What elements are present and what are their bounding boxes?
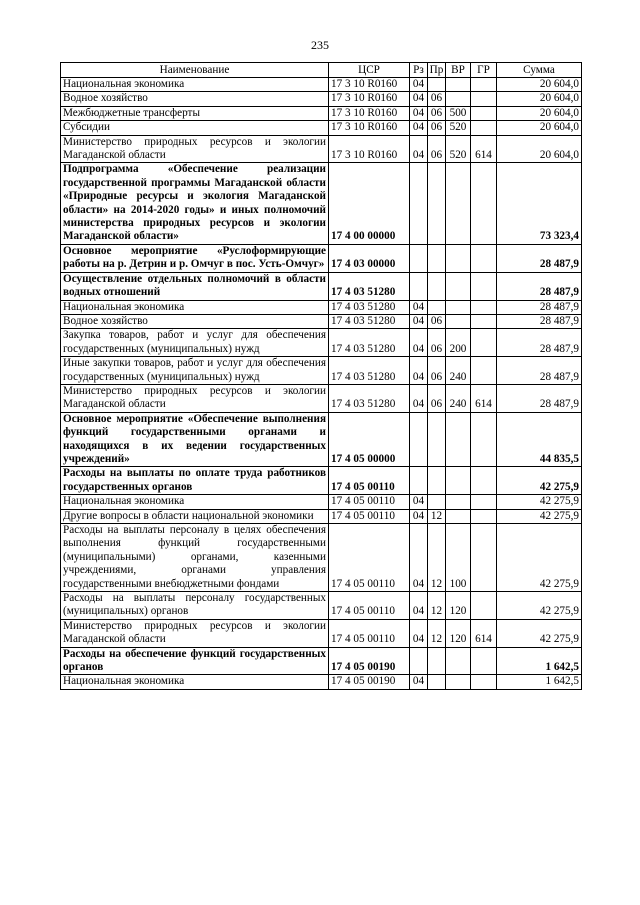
- row-gr-cell: [471, 647, 497, 675]
- row-rz-cell: [410, 163, 428, 244]
- row-csr-cell: 17 4 05 00110: [329, 467, 410, 495]
- row-rz-cell: 04: [410, 135, 428, 163]
- row-csr-cell: 17 4 03 00000: [329, 244, 410, 272]
- row-vr-cell: [446, 647, 471, 675]
- row-name-cell: Министерство природных ресурсов и экологии Магаданской области: [61, 135, 329, 163]
- header-rz: Рз: [410, 63, 428, 78]
- row-pr-cell: [428, 647, 446, 675]
- table-row: [61, 509, 582, 523]
- row-vr-cell: 200: [446, 329, 471, 357]
- row-pr-cell: [428, 467, 446, 495]
- row-pr-cell: 12: [428, 509, 446, 523]
- table-row: [61, 412, 582, 467]
- row-rz-cell: 04: [410, 509, 428, 523]
- row-vr-cell: 240: [446, 357, 471, 385]
- row-vr-cell: [446, 163, 471, 244]
- row-rz-cell: [410, 467, 428, 495]
- row-gr-cell: [471, 495, 497, 509]
- row-csr-cell: 17 4 03 51280: [329, 384, 410, 412]
- row-sum-cell: 1 642,5: [497, 675, 582, 689]
- row-name-cell: Министерство природных ресурсов и экологии Магаданской области: [61, 619, 329, 647]
- row-vr-cell: [446, 314, 471, 328]
- row-gr-cell: [471, 163, 497, 244]
- row-name-cell: Другие вопросы в области национальной экономики: [61, 509, 329, 523]
- row-pr-cell: [428, 78, 446, 92]
- row-csr-cell: 17 3 10 R0160: [329, 78, 410, 92]
- row-pr-cell: [428, 412, 446, 467]
- row-csr-cell: 17 4 03 51280: [329, 357, 410, 385]
- row-gr-cell: [471, 509, 497, 523]
- row-sum-cell: 42 275,9: [497, 592, 582, 620]
- row-name-cell: Осуществление отдельных полномочий в области водных отношений: [61, 272, 329, 300]
- row-vr-cell: [446, 509, 471, 523]
- row-name-cell: Национальная экономика: [61, 78, 329, 92]
- row-csr-cell: 17 4 03 51280: [329, 314, 410, 328]
- row-gr-cell: 614: [471, 135, 497, 163]
- row-csr-cell: 17 4 05 00110: [329, 524, 410, 592]
- table-row: [61, 300, 582, 314]
- row-name-cell: Национальная экономика: [61, 495, 329, 509]
- row-name-cell: Водное хозяйство: [61, 92, 329, 106]
- row-vr-cell: 100: [446, 524, 471, 592]
- row-sum-cell: 20 604,0: [497, 121, 582, 135]
- table-row: [61, 106, 582, 120]
- row-rz-cell: 04: [410, 92, 428, 106]
- row-gr-cell: [471, 272, 497, 300]
- row-rz-cell: 04: [410, 619, 428, 647]
- row-sum-cell: 73 323,4: [497, 163, 582, 244]
- row-gr-cell: 614: [471, 384, 497, 412]
- budget-table: [60, 62, 582, 690]
- row-csr-cell: 17 3 10 R0160: [329, 135, 410, 163]
- row-rz-cell: [410, 272, 428, 300]
- row-csr-cell: 17 4 05 00190: [329, 647, 410, 675]
- row-rz-cell: 04: [410, 314, 428, 328]
- row-vr-cell: [446, 495, 471, 509]
- row-rz-cell: [410, 647, 428, 675]
- row-gr-cell: [471, 592, 497, 620]
- table-row: [61, 647, 582, 675]
- table-row: [61, 675, 582, 689]
- header-vr: ВР: [446, 63, 471, 78]
- row-gr-cell: [471, 329, 497, 357]
- row-rz-cell: 04: [410, 675, 428, 689]
- row-rz-cell: [410, 412, 428, 467]
- row-vr-cell: 500: [446, 106, 471, 120]
- row-csr-cell: 17 4 05 00110: [329, 495, 410, 509]
- row-name-cell: Национальная экономика: [61, 675, 329, 689]
- row-sum-cell: 44 835,5: [497, 412, 582, 467]
- row-name-cell: Национальная экономика: [61, 300, 329, 314]
- row-sum-cell: 42 275,9: [497, 619, 582, 647]
- row-pr-cell: [428, 163, 446, 244]
- row-vr-cell: 120: [446, 619, 471, 647]
- table-row: [61, 524, 582, 592]
- row-name-cell: Расходы на выплаты персоналу в целях обеспечения выполнения функций государственными (муниципальными) органами, казенными учреждениями, органами управления государственными внебюджетными фондами: [61, 524, 329, 592]
- table-row: [61, 467, 582, 495]
- row-csr-cell: 17 4 00 00000: [329, 163, 410, 244]
- row-name-cell: Расходы на обеспечение функций государственных органов: [61, 647, 329, 675]
- row-csr-cell: 17 4 03 51280: [329, 272, 410, 300]
- row-sum-cell: 1 642,5: [497, 647, 582, 675]
- row-name-cell: Основное мероприятие «Руслоформирующие работы на р. Детрин и р. Омчуг в пос. Усть-Омчуг»: [61, 244, 329, 272]
- row-pr-cell: [428, 244, 446, 272]
- row-rz-cell: 04: [410, 329, 428, 357]
- header-sum: Сумма: [497, 63, 582, 78]
- row-vr-cell: [446, 300, 471, 314]
- row-rz-cell: [410, 244, 428, 272]
- table-row: [61, 163, 582, 244]
- row-rz-cell: 04: [410, 524, 428, 592]
- row-vr-cell: 120: [446, 592, 471, 620]
- row-gr-cell: [471, 467, 497, 495]
- table-row: [61, 244, 582, 272]
- row-vr-cell: [446, 244, 471, 272]
- table-row: [61, 135, 582, 163]
- row-sum-cell: 42 275,9: [497, 524, 582, 592]
- row-pr-cell: 06: [428, 329, 446, 357]
- row-name-cell: Расходы на выплаты персоналу государственных (муниципальных) органов: [61, 592, 329, 620]
- row-vr-cell: [446, 412, 471, 467]
- row-gr-cell: [471, 300, 497, 314]
- row-rz-cell: 04: [410, 300, 428, 314]
- row-pr-cell: 06: [428, 106, 446, 120]
- table-row: [61, 92, 582, 106]
- header-pr: Пр: [428, 63, 446, 78]
- row-name-cell: Основное мероприятие «Обеспечение выполнения функций государственными органами и находящихся в их ведении государственных учреждений»: [61, 412, 329, 467]
- row-vr-cell: [446, 78, 471, 92]
- row-name-cell: Расходы на выплаты по оплате труда работников государственных органов: [61, 467, 329, 495]
- row-gr-cell: [471, 314, 497, 328]
- row-pr-cell: 12: [428, 524, 446, 592]
- row-gr-cell: [471, 357, 497, 385]
- table-row: [61, 495, 582, 509]
- row-pr-cell: 06: [428, 135, 446, 163]
- table-row: [61, 329, 582, 357]
- row-gr-cell: [471, 244, 497, 272]
- table-row: [61, 619, 582, 647]
- row-vr-cell: [446, 92, 471, 106]
- row-sum-cell: 28 487,9: [497, 314, 582, 328]
- table-row: [61, 357, 582, 385]
- row-pr-cell: 06: [428, 384, 446, 412]
- row-name-cell: Водное хозяйство: [61, 314, 329, 328]
- row-gr-cell: [471, 524, 497, 592]
- row-name-cell: Межбюджетные трансферты: [61, 106, 329, 120]
- row-rz-cell: 04: [410, 384, 428, 412]
- row-csr-cell: 17 4 05 00000: [329, 412, 410, 467]
- row-sum-cell: 20 604,0: [497, 106, 582, 120]
- row-pr-cell: 06: [428, 357, 446, 385]
- row-name-cell: Субсидии: [61, 121, 329, 135]
- row-sum-cell: 28 487,9: [497, 384, 582, 412]
- row-vr-cell: 240: [446, 384, 471, 412]
- table-row: [61, 272, 582, 300]
- row-sum-cell: 28 487,9: [497, 300, 582, 314]
- row-rz-cell: 04: [410, 121, 428, 135]
- row-sum-cell: 20 604,0: [497, 92, 582, 106]
- table-row: [61, 384, 582, 412]
- row-name-cell: Подпрограмма «Обеспечение реализации государственной программы Магаданской области «Природные ресурсы и экология Магаданской области» на 2014-2020 годы» и иных полномочий министерства природных ресурсов и экологии Магаданской области»: [61, 163, 329, 244]
- row-rz-cell: 04: [410, 357, 428, 385]
- row-vr-cell: [446, 675, 471, 689]
- row-sum-cell: 28 487,9: [497, 272, 582, 300]
- row-rz-cell: 04: [410, 495, 428, 509]
- header-csr: ЦСР: [329, 63, 410, 78]
- row-sum-cell: 28 487,9: [497, 244, 582, 272]
- row-sum-cell: 20 604,0: [497, 78, 582, 92]
- page-number: 235: [311, 38, 329, 52]
- row-csr-cell: 17 4 05 00110: [329, 509, 410, 523]
- row-gr-cell: [471, 412, 497, 467]
- row-csr-cell: 17 4 05 00110: [329, 619, 410, 647]
- row-gr-cell: 614: [471, 619, 497, 647]
- table-row: [61, 121, 582, 135]
- row-csr-cell: 17 3 10 R0160: [329, 121, 410, 135]
- row-pr-cell: 06: [428, 314, 446, 328]
- table-header-row: [61, 63, 582, 78]
- row-rz-cell: 04: [410, 592, 428, 620]
- row-csr-cell: 17 4 05 00190: [329, 675, 410, 689]
- row-csr-cell: 17 3 10 R0160: [329, 92, 410, 106]
- row-gr-cell: [471, 675, 497, 689]
- row-sum-cell: 42 275,9: [497, 509, 582, 523]
- table-row: [61, 314, 582, 328]
- row-pr-cell: 12: [428, 619, 446, 647]
- row-gr-cell: [471, 78, 497, 92]
- row-sum-cell: 42 275,9: [497, 495, 582, 509]
- row-pr-cell: 06: [428, 121, 446, 135]
- row-csr-cell: 17 4 05 00110: [329, 592, 410, 620]
- row-vr-cell: [446, 467, 471, 495]
- row-sum-cell: 28 487,9: [497, 329, 582, 357]
- row-sum-cell: 20 604,0: [497, 135, 582, 163]
- row-csr-cell: 17 4 03 51280: [329, 300, 410, 314]
- row-pr-cell: 12: [428, 592, 446, 620]
- row-pr-cell: [428, 300, 446, 314]
- row-name-cell: Министерство природных ресурсов и экологии Магаданской области: [61, 384, 329, 412]
- row-csr-cell: 17 3 10 R0160: [329, 106, 410, 120]
- row-rz-cell: 04: [410, 106, 428, 120]
- row-name-cell: Иные закупки товаров, работ и услуг для обеспечения государственных (муниципальных) нужд: [61, 357, 329, 385]
- header-name: Наименование: [61, 63, 329, 78]
- row-gr-cell: [471, 121, 497, 135]
- row-csr-cell: 17 4 03 51280: [329, 329, 410, 357]
- row-gr-cell: [471, 106, 497, 120]
- row-name-cell: Закупка товаров, работ и услуг для обеспечения государственных (муниципальных) нужд: [61, 329, 329, 357]
- table-row: [61, 78, 582, 92]
- row-vr-cell: 520: [446, 135, 471, 163]
- row-sum-cell: 28 487,9: [497, 357, 582, 385]
- row-pr-cell: 06: [428, 92, 446, 106]
- row-vr-cell: [446, 272, 471, 300]
- table-row: [61, 592, 582, 620]
- row-gr-cell: [471, 92, 497, 106]
- row-vr-cell: 520: [446, 121, 471, 135]
- row-pr-cell: [428, 495, 446, 509]
- row-pr-cell: [428, 675, 446, 689]
- row-sum-cell: 42 275,9: [497, 467, 582, 495]
- header-gr: ГР: [471, 63, 497, 78]
- row-pr-cell: [428, 272, 446, 300]
- row-rz-cell: 04: [410, 78, 428, 92]
